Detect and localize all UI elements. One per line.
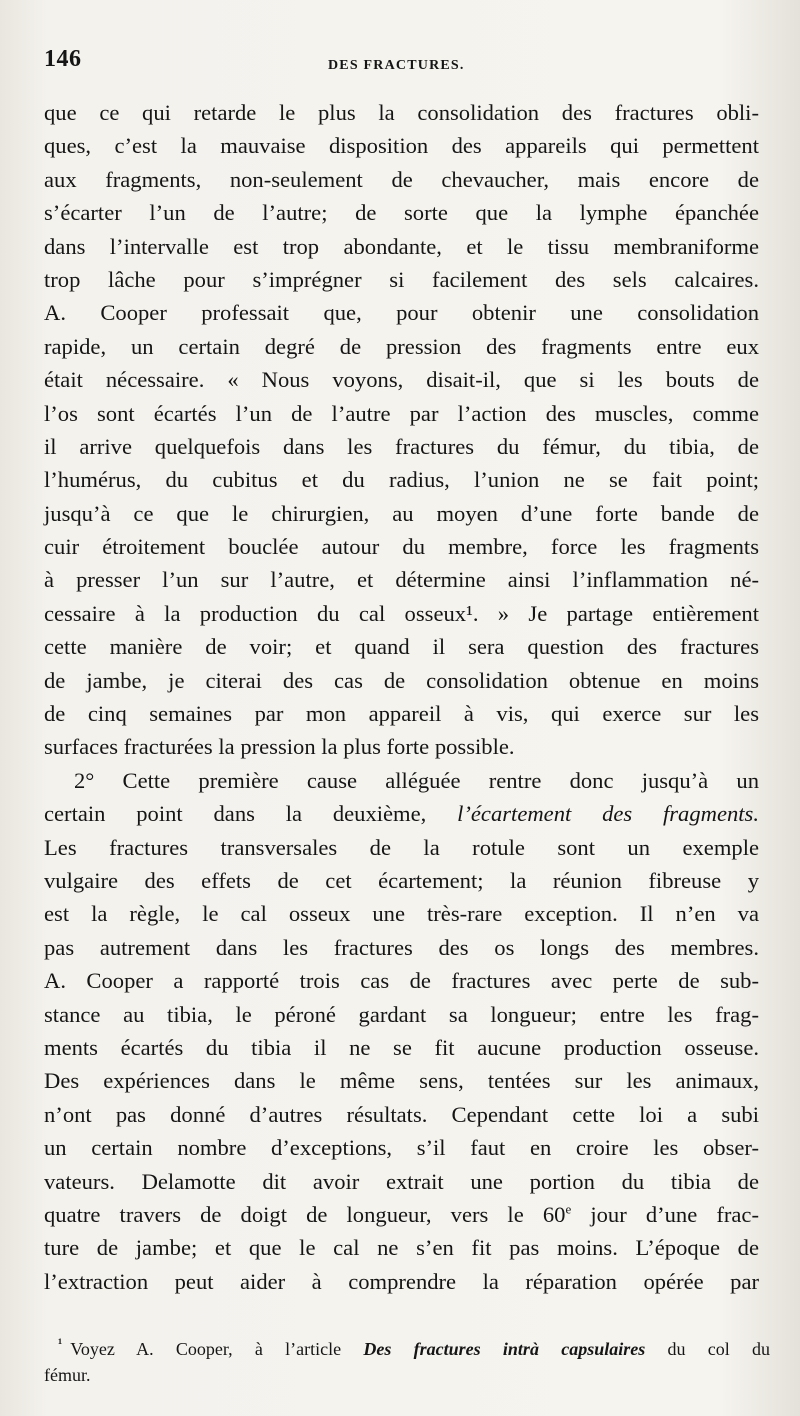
text-line: stance au tibia, le péroné gardant sa longueur; entre les frag- (44, 1001, 759, 1027)
text-line: cuir étroitement bouclée autour du membre, force les fragments (44, 534, 759, 560)
text-line: l’humérus, du cubitus et du radius, l’union ne se fait point; (44, 467, 759, 493)
text-line: un certain nombre d’exceptions, s’il faut en croire les obser- (44, 1135, 759, 1161)
italic-term: l’écartement des fragments. (457, 801, 760, 827)
text-line: aux fragments, non-seulement de chevaucher, mais encore de (44, 166, 759, 192)
text-line: A. Cooper professait que, pour obtenir une consolidation (44, 300, 759, 326)
text-line: dans l’intervalle est trop abondante, et le tissu membraniforme (44, 233, 759, 259)
text-line: s’écarter l’un de l’autre; de sorte que la lymphe épanchée (44, 200, 759, 226)
text-line: que ce qui retarde le plus la consolidation des fractures obli- (44, 100, 759, 125)
text-line: surfaces fracturées la pression la plus forte possible. (44, 734, 515, 760)
text-line: de jambe, je citerai des cas de consolidation obtenue en moins (44, 667, 759, 693)
text-line: ture de jambe; et que le cal ne s’en fit pas moins. L’époque de (44, 1235, 759, 1261)
text-line: vateurs. Delamotte dit avoir extrait une portion du tibia de (44, 1168, 759, 1194)
footnotes (44, 1330, 770, 1390)
paragraph-1 (44, 96, 759, 764)
text-line: était nécessaire. « Nous voyons, disait-il, que si les bouts de (44, 367, 759, 393)
text-line: cette manière de voir; et quand il sera question des fractures (44, 634, 759, 660)
text-line: rapide, un certain degré de pression des fragments entre eux (44, 333, 759, 359)
text-line: Les fractures transversales de la rotule sont un exemple (44, 834, 759, 860)
text-line: A. Cooper a rapporté trois cas de fractures avec perte de sub- (44, 968, 759, 994)
paragraph-2 (44, 831, 759, 1198)
text-line: pas autrement dans les fractures des os longs des membres. (44, 934, 759, 960)
text-line-60 (44, 1198, 759, 1231)
page-number: 146 (44, 46, 82, 72)
text-segment: quatre travers de doigt de longueur, vers le 60 (44, 1201, 566, 1227)
paragraph-2-first-line: 2° Cette première cause alléguée rentre donc jusqu’à un (74, 767, 759, 793)
text-segment: certain point dans la deuxième, (44, 801, 458, 827)
text-line: à presser l’un sur l’autre, et détermine ainsi l’inflammation né- (44, 567, 759, 593)
footnote-mark: ¹ (58, 1337, 63, 1352)
footnote-italic-title: Des fractures intrà capsulaires (363, 1339, 646, 1359)
footnote-line-1 (44, 1330, 770, 1360)
text-line: de cinq semaines par mon appareil à vis, qui exerce sur les (44, 701, 759, 727)
text-line: l’os sont écartés l’un de l’autre par l’action des muscles, comme (44, 400, 759, 426)
text-line: cessaire à la production du cal osseux¹. » Je partage entièrement (44, 600, 759, 626)
text-line: jusqu’à ce que le chirurgien, au moyen d’une forte bande de (44, 500, 759, 526)
text-line: n’ont pas donné d’autres résultats. Cependant cette loi a subi (44, 1101, 759, 1127)
paragraph-2-second-line (44, 797, 759, 830)
running-title: DES FRACTURES. (328, 58, 465, 73)
text-line: ques, c’est la mauvaise disposition des appareils qui permettent (44, 133, 759, 159)
text-line: ments écartés du tibia il ne se fit aucune production osseuse. (44, 1034, 759, 1060)
text-line: il arrive quelquefois dans les fractures du fémur, du tibia, de (44, 433, 759, 459)
superscript: e (565, 1201, 572, 1217)
text-line: Des expériences dans le même sens, tentées sur les animaux, (44, 1068, 759, 1094)
body-text (44, 96, 759, 1298)
paragraph-2-end (44, 1231, 759, 1298)
footnote-text: Voyez A. Cooper, à l’article (70, 1339, 364, 1359)
text-line: l’extraction peut aider à comprendre la réparation opérée par (44, 1268, 759, 1294)
footnote-text-end: du col du (645, 1339, 770, 1359)
page-header (44, 40, 764, 80)
text-line: vulgaire des effets de cet écartement; la réunion fibreuse y (44, 867, 759, 893)
text-line: est la règle, le cal osseux une très-rare exception. Il n’en va (44, 901, 759, 927)
text-segment: jour d’une frac- (571, 1201, 759, 1227)
footnote-line-2: fémur. (44, 1365, 91, 1385)
text-line: trop lâche pour s’imprégner si facilement des sels calcaires. (44, 266, 759, 292)
